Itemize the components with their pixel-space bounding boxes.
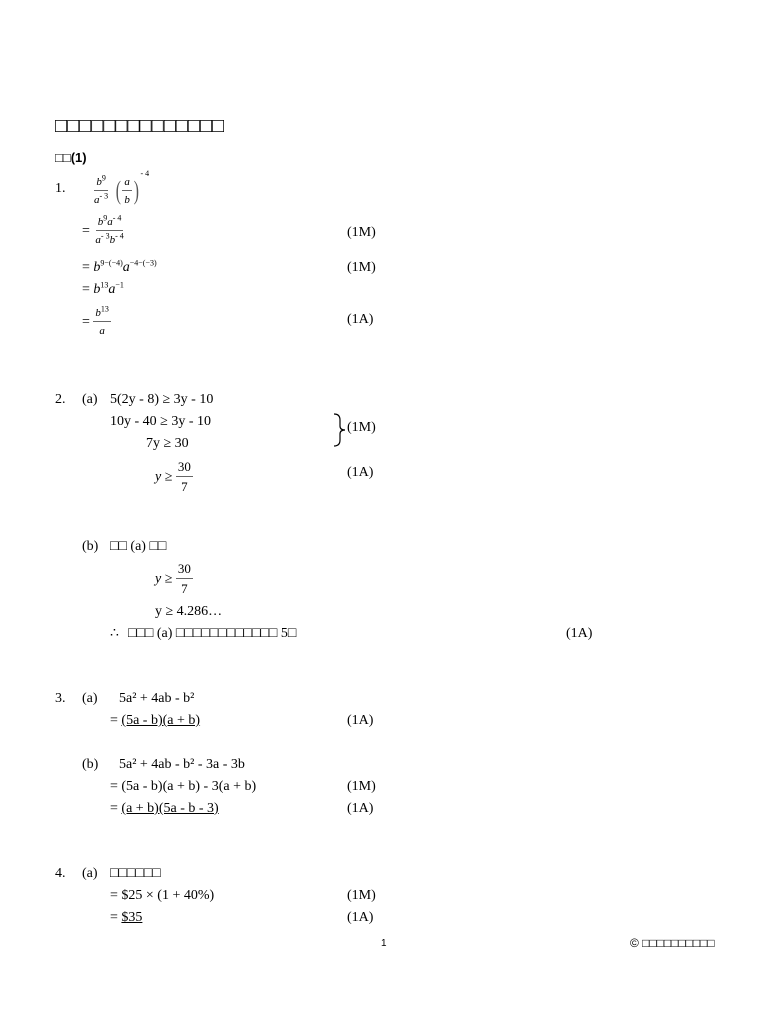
q4a-intro: □□□□□□ <box>110 866 161 881</box>
q1-answer-mark: (1A) <box>347 312 374 327</box>
q4a-answer: = $35 <box>110 910 143 925</box>
brace-icon <box>332 412 346 448</box>
q2b-conclusion: □□□ (a) □□□□□□□□□□□□ 5□ <box>128 626 297 641</box>
therefore-symbol: ∴ <box>110 626 119 641</box>
q2b-label: (b) <box>82 539 99 554</box>
q3b-answer: = (a + b)(5a - b - 3) <box>110 801 219 816</box>
section-label: □□(1) <box>55 150 87 165</box>
q3a-label: (a) <box>82 691 98 706</box>
q3a-mark: (1A) <box>347 713 374 728</box>
copyright-notice: © □□□□□□□□□□ <box>630 936 715 950</box>
q3a-expression: 5a² + 4ab - b² <box>119 691 195 706</box>
q2a-answer-mark: (1A) <box>347 465 374 480</box>
q2b-intro: □□ (a) □□ <box>110 539 167 554</box>
page-title: □□□□□□□□□□□□□□ <box>55 115 225 137</box>
q2a-line3: 7y ≥ 30 <box>146 436 189 451</box>
q1-step3: = $b^{13}a^{-1}$ <box>82 280 124 297</box>
q2a-line1: 5(2y - 8) ≥ 3y - 10 <box>110 392 214 407</box>
q3b-answer-mark: (1A) <box>347 801 374 816</box>
q3b-expression: 5a² + 4ab - b² - 3a - 3b <box>119 757 245 772</box>
q2b-line2: y ≥ 4.286… <box>155 604 223 619</box>
q1-step1-mark: (1M) <box>347 225 376 240</box>
q3b-step-mark: (1M) <box>347 779 376 794</box>
q4a-answer-mark: (1A) <box>347 910 374 925</box>
q1-step1: = $\frac{b^9a^{- 4}}{a^{- 3}b^{- 4}}$ <box>82 213 124 247</box>
q1-expression: $\frac{b^9}{a^{- 3}}$ ( $\frac{a}{b}$ )$^{- 4}$ <box>94 169 150 206</box>
q1-number: 1. <box>55 181 66 196</box>
q3b-step: = (5a - b)(a + b) - 3(a + b) <box>110 779 257 794</box>
q4a-step: = $25 × (1 + 40%) <box>110 888 215 903</box>
q2b-line1: y ≥ $\frac{30}{7}$ <box>155 561 191 597</box>
q1-step2: = $b^{9-(-4)}a^{-4-(-3)}$ <box>82 258 157 275</box>
q2a-answer: y ≥ $\frac{30}{7}$ <box>155 459 191 495</box>
q3a-answer: = (5a - b)(a + b) <box>110 713 201 728</box>
q3b-label: (b) <box>82 757 99 772</box>
q2a-brace-mark: (1M) <box>347 420 376 435</box>
page-number: 1 <box>381 938 387 949</box>
q4-number: 4. <box>55 866 66 881</box>
q1-answer: = $\frac{b^{13}}{a}$ <box>82 304 109 338</box>
q2-number: 2. <box>55 392 66 407</box>
q4a-step-mark: (1M) <box>347 888 376 903</box>
q4a-label: (a) <box>82 866 98 881</box>
q2a-line2: 10y - 40 ≥ 3y - 10 <box>110 414 212 429</box>
q2a-label: (a) <box>82 392 98 407</box>
q3-number: 3. <box>55 691 66 706</box>
q2b-mark: (1A) <box>566 626 593 641</box>
q1-step2-mark: (1M) <box>347 260 376 275</box>
